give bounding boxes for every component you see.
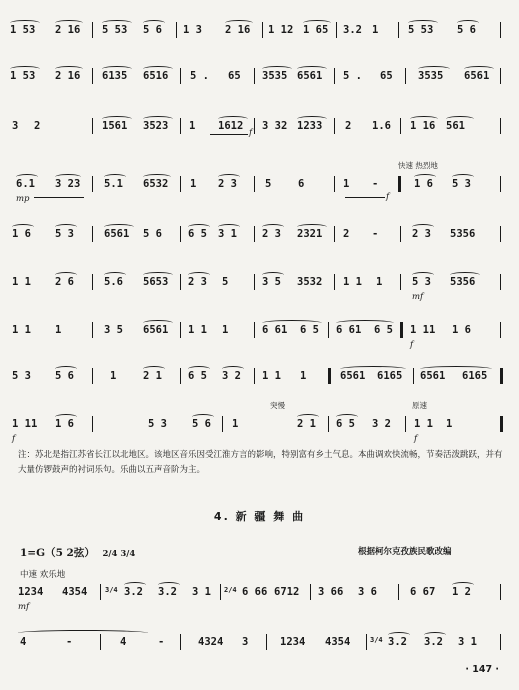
- note-group: 6561: [104, 228, 130, 240]
- note-group: 6532: [143, 178, 169, 190]
- note-group: 5 6: [55, 370, 74, 382]
- note-group: 1: [55, 324, 62, 336]
- note-group: 2: [34, 120, 41, 132]
- note-group: 1 1: [12, 276, 31, 288]
- note-group: 2 1: [297, 418, 316, 430]
- note-group: 1 11: [12, 418, 38, 430]
- note-group: 5 6: [457, 24, 476, 36]
- note-group: 5: [222, 276, 229, 288]
- note-group: -: [372, 228, 379, 240]
- note-group: 3 66: [318, 586, 344, 598]
- note-group: 3.2: [124, 586, 143, 598]
- time-signature: 3/4: [370, 636, 383, 644]
- note-group: 3 2: [372, 418, 391, 430]
- note-group: 3: [242, 636, 249, 648]
- note-group: 4: [20, 636, 27, 648]
- note-group: 3 1: [192, 586, 211, 598]
- note-group: 1 16: [410, 120, 436, 132]
- note-group: 3535: [418, 70, 444, 82]
- note-group: 4324: [198, 636, 224, 648]
- staff-row: [0, 580, 519, 610]
- note-group: 1 12: [268, 24, 294, 36]
- note-group: 2321: [297, 228, 323, 240]
- staff-row: [0, 18, 519, 48]
- note-group: 3.2: [424, 636, 443, 648]
- staff-row: [0, 161, 519, 204]
- note-group: 2 16: [55, 70, 81, 82]
- note-group: 2 3: [218, 178, 237, 190]
- note-group: 1 65: [303, 24, 329, 36]
- note-group: 5 .: [343, 70, 362, 82]
- note-group: 1 6: [452, 324, 471, 336]
- note-group: 1561: [102, 120, 128, 132]
- arrangement-credit: 根据柯尔克孜族民歌改编: [358, 547, 452, 557]
- note-group: -: [372, 178, 379, 190]
- dynamic-mark: f: [12, 434, 16, 444]
- note-group: 3 5: [262, 276, 281, 288]
- note-group: 5 3: [412, 276, 431, 288]
- note-group: -: [66, 636, 73, 648]
- note-group: 65: [228, 70, 241, 82]
- note-group: 6 5: [374, 324, 393, 336]
- note-group: 5 3: [148, 418, 167, 430]
- note-group: 6561: [420, 370, 446, 382]
- note-group: 1: [446, 418, 453, 430]
- note-group: 4354: [62, 586, 88, 598]
- note-group: 1 3: [183, 24, 202, 36]
- note-group: 2: [343, 228, 350, 240]
- note-group: 5653: [143, 276, 169, 288]
- note-group: 1 1: [262, 370, 281, 382]
- note-group: 2 16: [225, 24, 251, 36]
- note-group: 5 3: [55, 228, 74, 240]
- dynamic-mark: f: [410, 340, 414, 350]
- footnote: 注：苏北是指江苏省长江以北地区。该地区音乐因受江淮方言的影响，特别富有乡土气息。本曲调欢快流畅，节奏活泼跳跃，并有大量仿锣鼓声的衬词乐句。乐曲以五声音阶为主。: [18, 450, 503, 475]
- note-group: 5 6: [143, 24, 162, 36]
- note-group: 1: [222, 324, 229, 336]
- note-group: 4: [120, 636, 127, 648]
- note-group: 3 1: [218, 228, 237, 240]
- note-group: 6 67: [410, 586, 436, 598]
- note-group: 1.6: [372, 120, 391, 132]
- note-group: 6712: [274, 586, 300, 598]
- time-signature: 2/4 3/4: [102, 549, 136, 559]
- note-group: 1 6: [12, 228, 31, 240]
- dynamic-mark: f: [249, 128, 253, 138]
- staff-row: [0, 318, 519, 348]
- tempo-marking: 快速 热烈地: [398, 161, 438, 170]
- note-group: 6165: [462, 370, 488, 382]
- note-group: 5 6: [192, 418, 211, 430]
- note-group: 1: [300, 370, 307, 382]
- note-group: 1: [232, 418, 239, 430]
- note-group: 5 3: [452, 178, 471, 190]
- note-group: 1: [376, 276, 383, 288]
- note-group: 1 1: [188, 324, 207, 336]
- note-group: 6 61: [336, 324, 362, 336]
- page-number: · 147 ·: [465, 664, 499, 675]
- dynamic-mark: mf: [412, 292, 424, 302]
- note-group: 65: [380, 70, 393, 82]
- note-group: 3535: [262, 70, 288, 82]
- note-group: 5: [265, 178, 272, 190]
- note-group: 3: [12, 120, 19, 132]
- note-group: 1612: [218, 120, 244, 132]
- note-group: 6 5: [188, 228, 207, 240]
- note-group: 3 23: [55, 178, 81, 190]
- note-group: 1 6: [55, 418, 74, 430]
- note-group: 1 1: [12, 324, 31, 336]
- note-group: 6: [298, 178, 305, 190]
- note-group: 1 1: [414, 418, 433, 430]
- note-group: 2 3: [262, 228, 281, 240]
- note-group: 5356: [450, 276, 476, 288]
- note-group: 5.1: [104, 178, 123, 190]
- key-signature: 1=G（5 2弦） 2/4 3/4: [20, 547, 136, 559]
- staff-row: [0, 64, 519, 94]
- note-group: 6516: [143, 70, 169, 82]
- note-group: 1234: [280, 636, 306, 648]
- note-group: 6561: [297, 70, 323, 82]
- dynamic-mark: mp: [16, 194, 30, 204]
- note-group: 1: [343, 178, 350, 190]
- note-group: 5 6: [143, 228, 162, 240]
- note-group: 6561: [143, 324, 169, 336]
- note-group: 3 2: [222, 370, 241, 382]
- note-group: 3 6: [358, 586, 377, 598]
- note-group: 6.1: [16, 178, 35, 190]
- tempo-marking: 突慢: [270, 401, 285, 410]
- note-group: -: [158, 636, 165, 648]
- note-group: 1: [189, 120, 196, 132]
- note-group: 5.6: [104, 276, 123, 288]
- note-group: 3 1: [458, 636, 477, 648]
- piece-title: 4. 新 疆 舞 曲: [213, 510, 306, 523]
- note-group: 3.2: [158, 586, 177, 598]
- note-group: 1 6: [414, 178, 433, 190]
- time-signature: 3/4: [105, 586, 118, 594]
- note-group: 1 53: [10, 70, 36, 82]
- tempo-marking: 中速 欢乐地: [20, 570, 66, 580]
- time-signature: 2/4: [224, 586, 237, 594]
- note-group: 5 .: [190, 70, 209, 82]
- staff-row: [0, 270, 519, 300]
- note-group: 1: [190, 178, 197, 190]
- note-group: 2 1: [143, 370, 162, 382]
- dynamic-mark: f: [386, 192, 390, 202]
- note-group: 3523: [143, 120, 169, 132]
- note-group: 2 3: [412, 228, 431, 240]
- note-group: 3.2: [388, 636, 407, 648]
- note-group: 2: [345, 120, 352, 132]
- staff-row: [0, 630, 519, 660]
- note-group: 6165: [377, 370, 403, 382]
- staff-row: [0, 364, 519, 394]
- note-group: 6 5: [300, 324, 319, 336]
- note-group: 6561: [464, 70, 490, 82]
- staff-row: [0, 222, 519, 252]
- note-group: 5 53: [102, 24, 128, 36]
- note-group: 1 2: [452, 586, 471, 598]
- note-group: 4354: [325, 636, 351, 648]
- note-group: 1 53: [10, 24, 36, 36]
- note-group: 6 66: [242, 586, 268, 598]
- note-group: 3 5: [104, 324, 123, 336]
- note-group: 1: [110, 370, 117, 382]
- note-group: 1 1: [343, 276, 362, 288]
- note-group: 1: [372, 24, 379, 36]
- note-group: 561: [446, 120, 465, 132]
- note-group: 6561: [340, 370, 366, 382]
- note-group: 6 61: [262, 324, 288, 336]
- note-group: 3532: [297, 276, 323, 288]
- note-group: 5356: [450, 228, 476, 240]
- note-group: 1234: [18, 586, 44, 598]
- note-group: 1233: [297, 120, 323, 132]
- note-group: 1 11: [410, 324, 436, 336]
- note-group: 3 32: [262, 120, 288, 132]
- note-group: 2 3: [188, 276, 207, 288]
- tempo-marking: 原速: [412, 401, 427, 410]
- note-group: 5 3: [12, 370, 31, 382]
- note-group: 6 5: [336, 418, 355, 430]
- dynamic-mark: f: [414, 434, 418, 444]
- note-group: 5 53: [408, 24, 434, 36]
- staff-row: [0, 401, 519, 444]
- note-group: 2 6: [55, 276, 74, 288]
- staff-row: [0, 110, 519, 140]
- note-group: 6 5: [188, 370, 207, 382]
- note-group: 2 16: [55, 24, 81, 36]
- dynamic-mark: mf: [18, 602, 30, 612]
- note-group: 6135: [102, 70, 128, 82]
- note-group: 3.2: [343, 24, 362, 36]
